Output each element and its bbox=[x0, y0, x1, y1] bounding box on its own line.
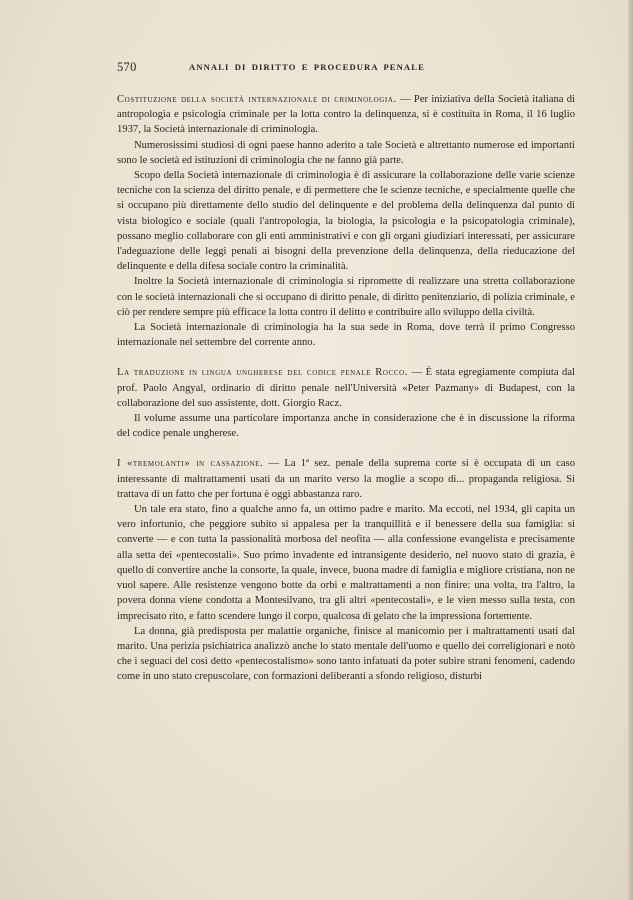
page-number: 570 bbox=[117, 60, 137, 74]
paragraph: Numerosissimi studiosi di ogni paese hanno aderito a tale Società e altrettanto numerose ed importanti sono le società ed istituzioni di criminologia che ne fanno già parte. bbox=[117, 139, 575, 166]
page-edge bbox=[628, 0, 633, 900]
paragraph-text: — La 1ª sez. penale della suprema corte si è occupata di un caso interessante di maltrattamenti usati da un marito verso la moglie a scopo di... propaganda religiosa. Si trattava di un fatto che per fortuna è oggi abbastanza raro. bbox=[117, 458, 575, 500]
paragraph: Un tale era stato, fino a qualche anno fa, un ottimo padre e marito. Ma eccoti, nel 1934, gli capita un vero infortunio, che peggiore subito si appalesa per la tranquillità e il benessere della sua famiglia: si converte — e con tutta la passionalità morbosa del neofita — alla confessione evangelista e precisamente alla setta dei «pentecostali». Suo primo invadente ed intransigente desiderio, nel nuovo stato di grazia, è quello di convertire anche la consorte, la quale, invece, buona madre di famiglia e migliore cristiana, non ne vuol sapere. Alle resistenze vengono botte da orbi e maltrattamenti a non finire: una volta, tra l'altro, la povera donna viene condotta a Montesilvano, tra gli altri «pentecostali», e le vien messo sulla testa, con imprecisato rito, e fatto scendere lungo il corpo, qualcosa di gelato che la impressiona fortemente. bbox=[117, 504, 576, 622]
body-text bbox=[117, 92, 575, 685]
paragraph bbox=[117, 92, 575, 138]
section-criminology-society bbox=[117, 92, 575, 350]
paragraph: Il volume assume una particolare importanza anche in considerazione che è in discussione la riforma del codice penale ungherese. bbox=[117, 413, 575, 440]
paragraph bbox=[117, 365, 575, 411]
section-tremolanti bbox=[117, 456, 575, 684]
paragraph-text: — È stata egregiamente compiuta dal prof. Paolo Angyal, ordinario di diritto penale nell'Università «Peter Pazmany» di Budapest, con la collaborazione del suo assistente, dott. Giorgio Racz. bbox=[117, 367, 575, 409]
paragraph: Inoltre la Società internazionale di criminologia si ripromette di realizzare una stretta collaborazione con le società internazionali che si occupano di diritto penale, di diritto penitenziario, di polizia criminale, e ciò per rendere sempre più efficace la lotta contro il delitto e contribuire allo sviluppo della civiltà. bbox=[117, 276, 575, 318]
paragraph: La donna, già predisposta per malattie organiche, finisce al manicomio per i maltrattamenti usati dal marito. Una perizia psichiatrica analizzò anche lo stato mentale dell'uomo e quello dei correligionari e notò che i seguaci del così detto «pentecostalismo» sono tanto infatuati da poter subire strani fenomeni, cadendo come in uno stato crepuscolare, con formazioni deliberanti a sfondo religioso, disturbi bbox=[117, 625, 575, 683]
paragraph: La Società internazionale di criminologia ha la sua sede in Roma, dove terrà il primo Congresso internazionale nel settembre del corrente anno. bbox=[117, 322, 575, 349]
section-hungarian-translation bbox=[117, 365, 575, 441]
page-header bbox=[117, 60, 575, 76]
section-title: I «tremolanti» in cassazione. bbox=[117, 458, 264, 470]
section-title: La traduzione in lingua ungherese del codice penale Rocco. bbox=[117, 367, 409, 379]
paragraph-text: — Per iniziativa della Società italiana di antropologia e psicologia criminale per la lotta contro la delinquenza, si è costituita in Roma, il 16 luglio 1937, la Società internazionale di criminologia. bbox=[117, 94, 575, 136]
section-title: Costituzione della società internazionale di criminologia. bbox=[117, 94, 397, 105]
running-head: ANNALI DI DIRITTO E PROCEDURA PENALE bbox=[189, 62, 425, 72]
paragraph bbox=[117, 456, 575, 502]
paragraph: Scopo della Società internazionale di criminologia è di assicurare la collaborazione delle varie scienze tecniche con la scienza del diritto penale, e di permettere che le scienze tecniche, e specialmente quelle che si occupano più direttamente dello studio del delinquente e del problema della delinquenza dal punto di vista biologico e sociale (quali l'antropologia, la biologia, la psicologia e la psicopatologia criminale), possano meglio collaborare con gli enti amministrativi e con gli organi giudiziari interessati, per assicurare l'adeguazione delle leggi penali ai bisogni della prevenzione della delinquenza, della rieducazione del delinquente e della difesa sociale contro la criminalità. bbox=[117, 170, 575, 273]
